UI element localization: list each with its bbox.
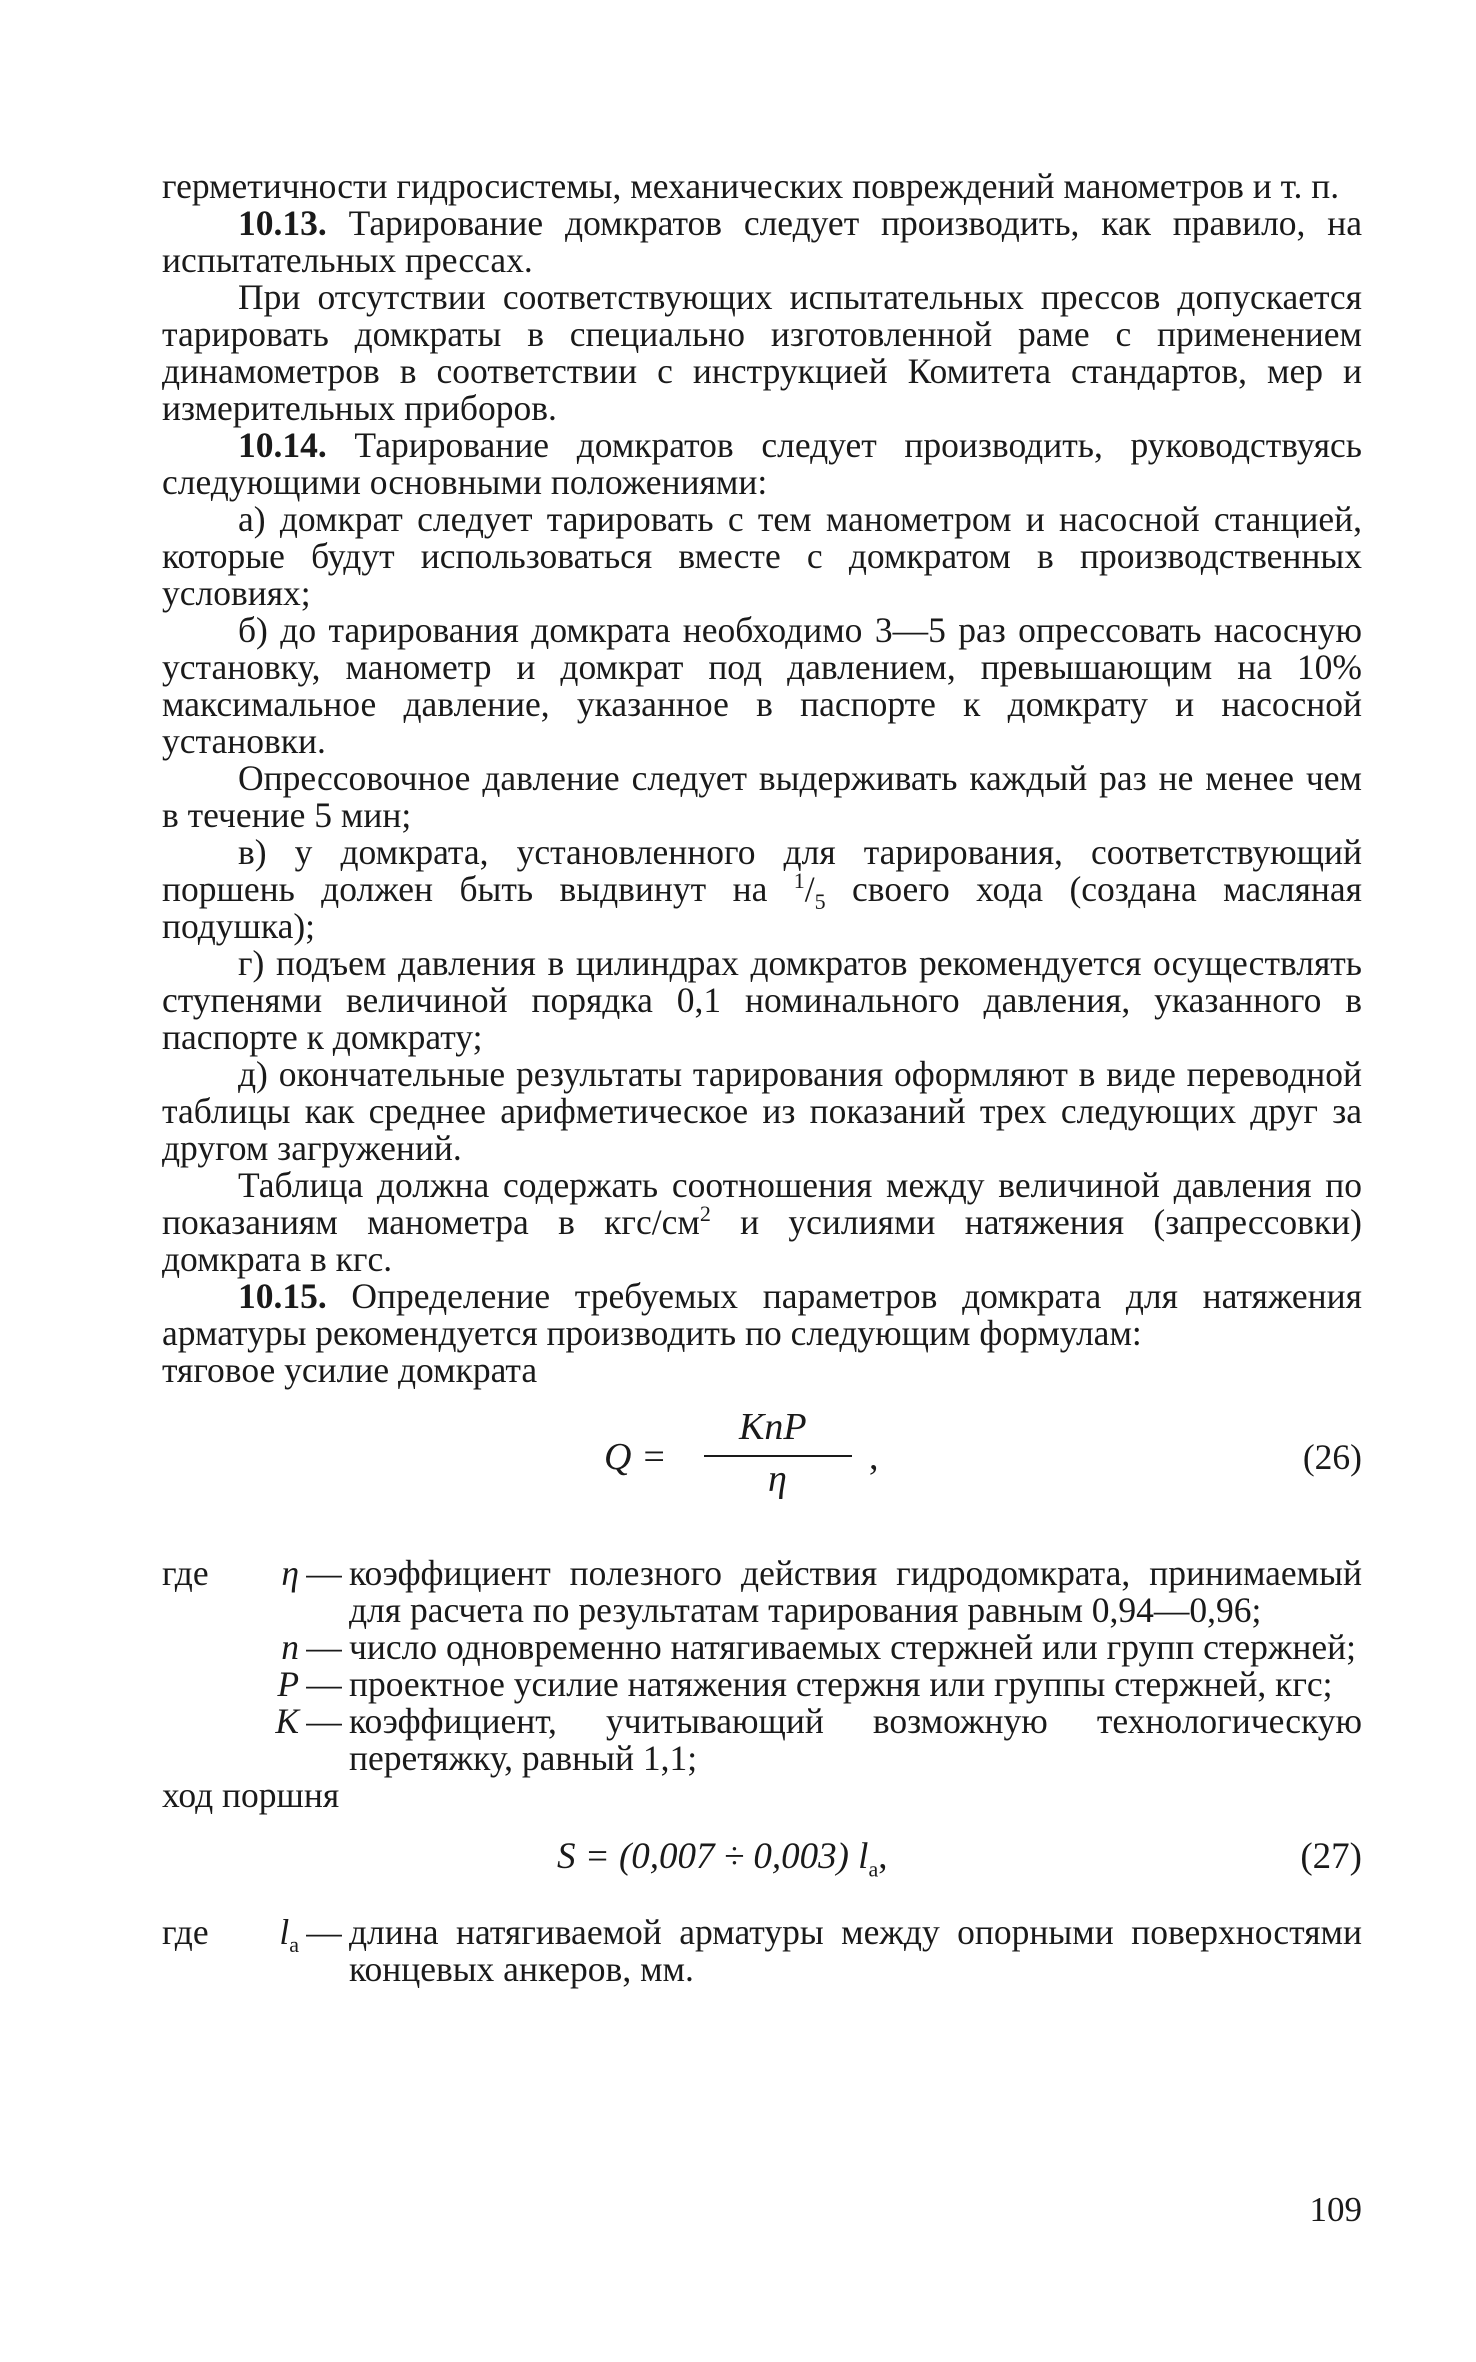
definition-symbol [234,1912,299,1958]
paragraph: Опрессовочное давление следует выдерживать каждый раз не менее чем в течение 5 мин; [162,758,1362,835]
paragraph-table [162,1167,1362,1278]
paragraph-10-15 [162,1278,1362,1352]
formula-comma: , [869,1436,879,1478]
definition-symbol [234,1666,299,1703]
paragraph-text: Таблица должна содержать соотношения между величиной давления по показаниям манометра в кгс/см [162,1165,1362,1242]
formula-expression [557,1836,888,1882]
definition-symbol [234,1555,299,1592]
section-number: 10.15. [238,1276,327,1316]
definition-text: число одновременно натягиваемых стержней или групп стержней; [349,1627,1357,1667]
definition-item [162,1666,1362,1703]
symbol-text: P [277,1664,299,1704]
paragraph-text: Определение требуемых параметров домкрата для натяжения арматуры рекомендуется производить по следующим формулам: [162,1276,1362,1353]
symbol-text: l [279,1912,290,1952]
definition-dash: — [306,1627,342,1667]
list-item-v: в) у домкрата, установленного для тарирования, соответствующий поршень должен быть выдвинут на $^1/_5$ своего хода (создана масляная подушка); [162,832,1362,946]
paragraph: герметичности гидросистемы, механических повреждений манометров и т. п. [162,166,1340,206]
formula-numerator: KnP [739,1406,807,1448]
formula-comma: , [878,1836,888,1877]
equation-number: (26) [1302,1437,1362,1477]
list-item-a: а) домкрат следует тарировать с тем манометром и насосной станцией, которые будут использоваться вместе с домкратом в производственных условиях; [162,499,1362,613]
definition-text: коэффициент полезного действия гидродомкрата, принимаемый для расчета по результатам тарирования равным 0,94—0,96; [349,1553,1362,1630]
section-number: 10.14. [238,425,327,465]
paragraph: При отсутствии соответствующих испытательных прессов допускается тарировать домкраты в специально изготовленной раме с применением динамометров в соответствии с инструкцией Комитета стандартов, мер и измерительных приборов. [162,277,1362,428]
formula-label: ход поршня [162,1775,340,1815]
symbol-text: K [275,1701,299,1741]
definition-item [162,1703,1362,1777]
list-item-d: д) окончательные результаты тарирования оформляют в виде переводной таблицы как среднее арифметическое из показаний трех следующих друг за другом загружений. [162,1054,1362,1168]
formula-26 [162,1407,1362,1525]
definition-dash: — [306,1553,342,1593]
formula-subscript: a [868,1856,879,1882]
definition-text: проектное усилие натяжения стержня или группы стержней, кгс; [349,1664,1333,1704]
formula-label: тяговое усилие домкрата [162,1350,538,1390]
page-number: 109 [1309,2190,1362,2229]
definition-item [162,1914,1362,1988]
definition-item [162,1555,1362,1629]
definition-dash: — [306,1701,342,1741]
definition-symbol [234,1703,299,1740]
symbol-text: n [281,1627,299,1667]
definition-dash: — [306,1912,342,1952]
symbol-text: η [281,1553,299,1593]
definition-item [162,1629,1362,1666]
list-item-g: г) подъем давления в цилиндрах домкратов рекомендуется осуществлять ступенями величиной порядка 0,1 номинального давления, указанного в паспорте к домкрату; [162,943,1362,1057]
paragraph-10-14 [162,427,1362,501]
definitions-list [162,1914,1362,1988]
formula-text: S = (0,007 ÷ 0,003) [557,1836,859,1877]
fraction-denominator: 5 [814,889,826,915]
paragraph-text: в) у домкрата, установленного для тарирования, соответствующий поршень должен быть выдвинут на [162,832,1362,909]
symbol-subscript: a [289,1932,299,1958]
paragraph-text: своего хода (создана масляная подушка); [162,869,1362,946]
unit-superscript: 2 [699,1201,711,1227]
paragraph-text: Тарирование домкратов следует производить, как правило, на испытательных прессах. [162,203,1362,280]
definition-text: коэффициент, учитывающий возможную технологическую перетяжку, равный 1,1; [349,1701,1362,1778]
paragraph-10-13 [162,205,1362,279]
definition-dash: — [306,1664,342,1704]
page-body [162,168,1362,1988]
formula-lhs: Q = [604,1436,667,1478]
formula-var: l [858,1836,869,1877]
definitions-list [162,1555,1362,1777]
fraction-bar [704,1455,852,1457]
formula-denominator: η [768,1458,787,1500]
paragraph-text: и усилиями натяжения (запрессовки) домкрата в кгс. [162,1202,1362,1279]
list-item-b: б) до тарирования домкрата необходимо 3—5 раз опрессовать насосную установку, манометр и домкрат под давлением, превышающим на 10% максимальное давление, указанное в паспорте к домкрату и насосной установки. [162,610,1362,761]
definition-symbol [234,1629,299,1666]
definition-prefix: где [162,1912,209,1952]
formula-27 [162,1832,1362,1892]
fraction-numerator: 1 [793,868,805,894]
definition-text: длина натягиваемой арматуры между опорными поверхностями концевых анкеров, мм. [349,1912,1362,1989]
paragraph-text: Тарирование домкратов следует производить, руководствуясь следующими основными положениями: [162,425,1362,502]
definition-prefix: где [162,1553,209,1593]
section-number: 10.13. [238,203,327,243]
equation-number: (27) [1300,1836,1362,1877]
